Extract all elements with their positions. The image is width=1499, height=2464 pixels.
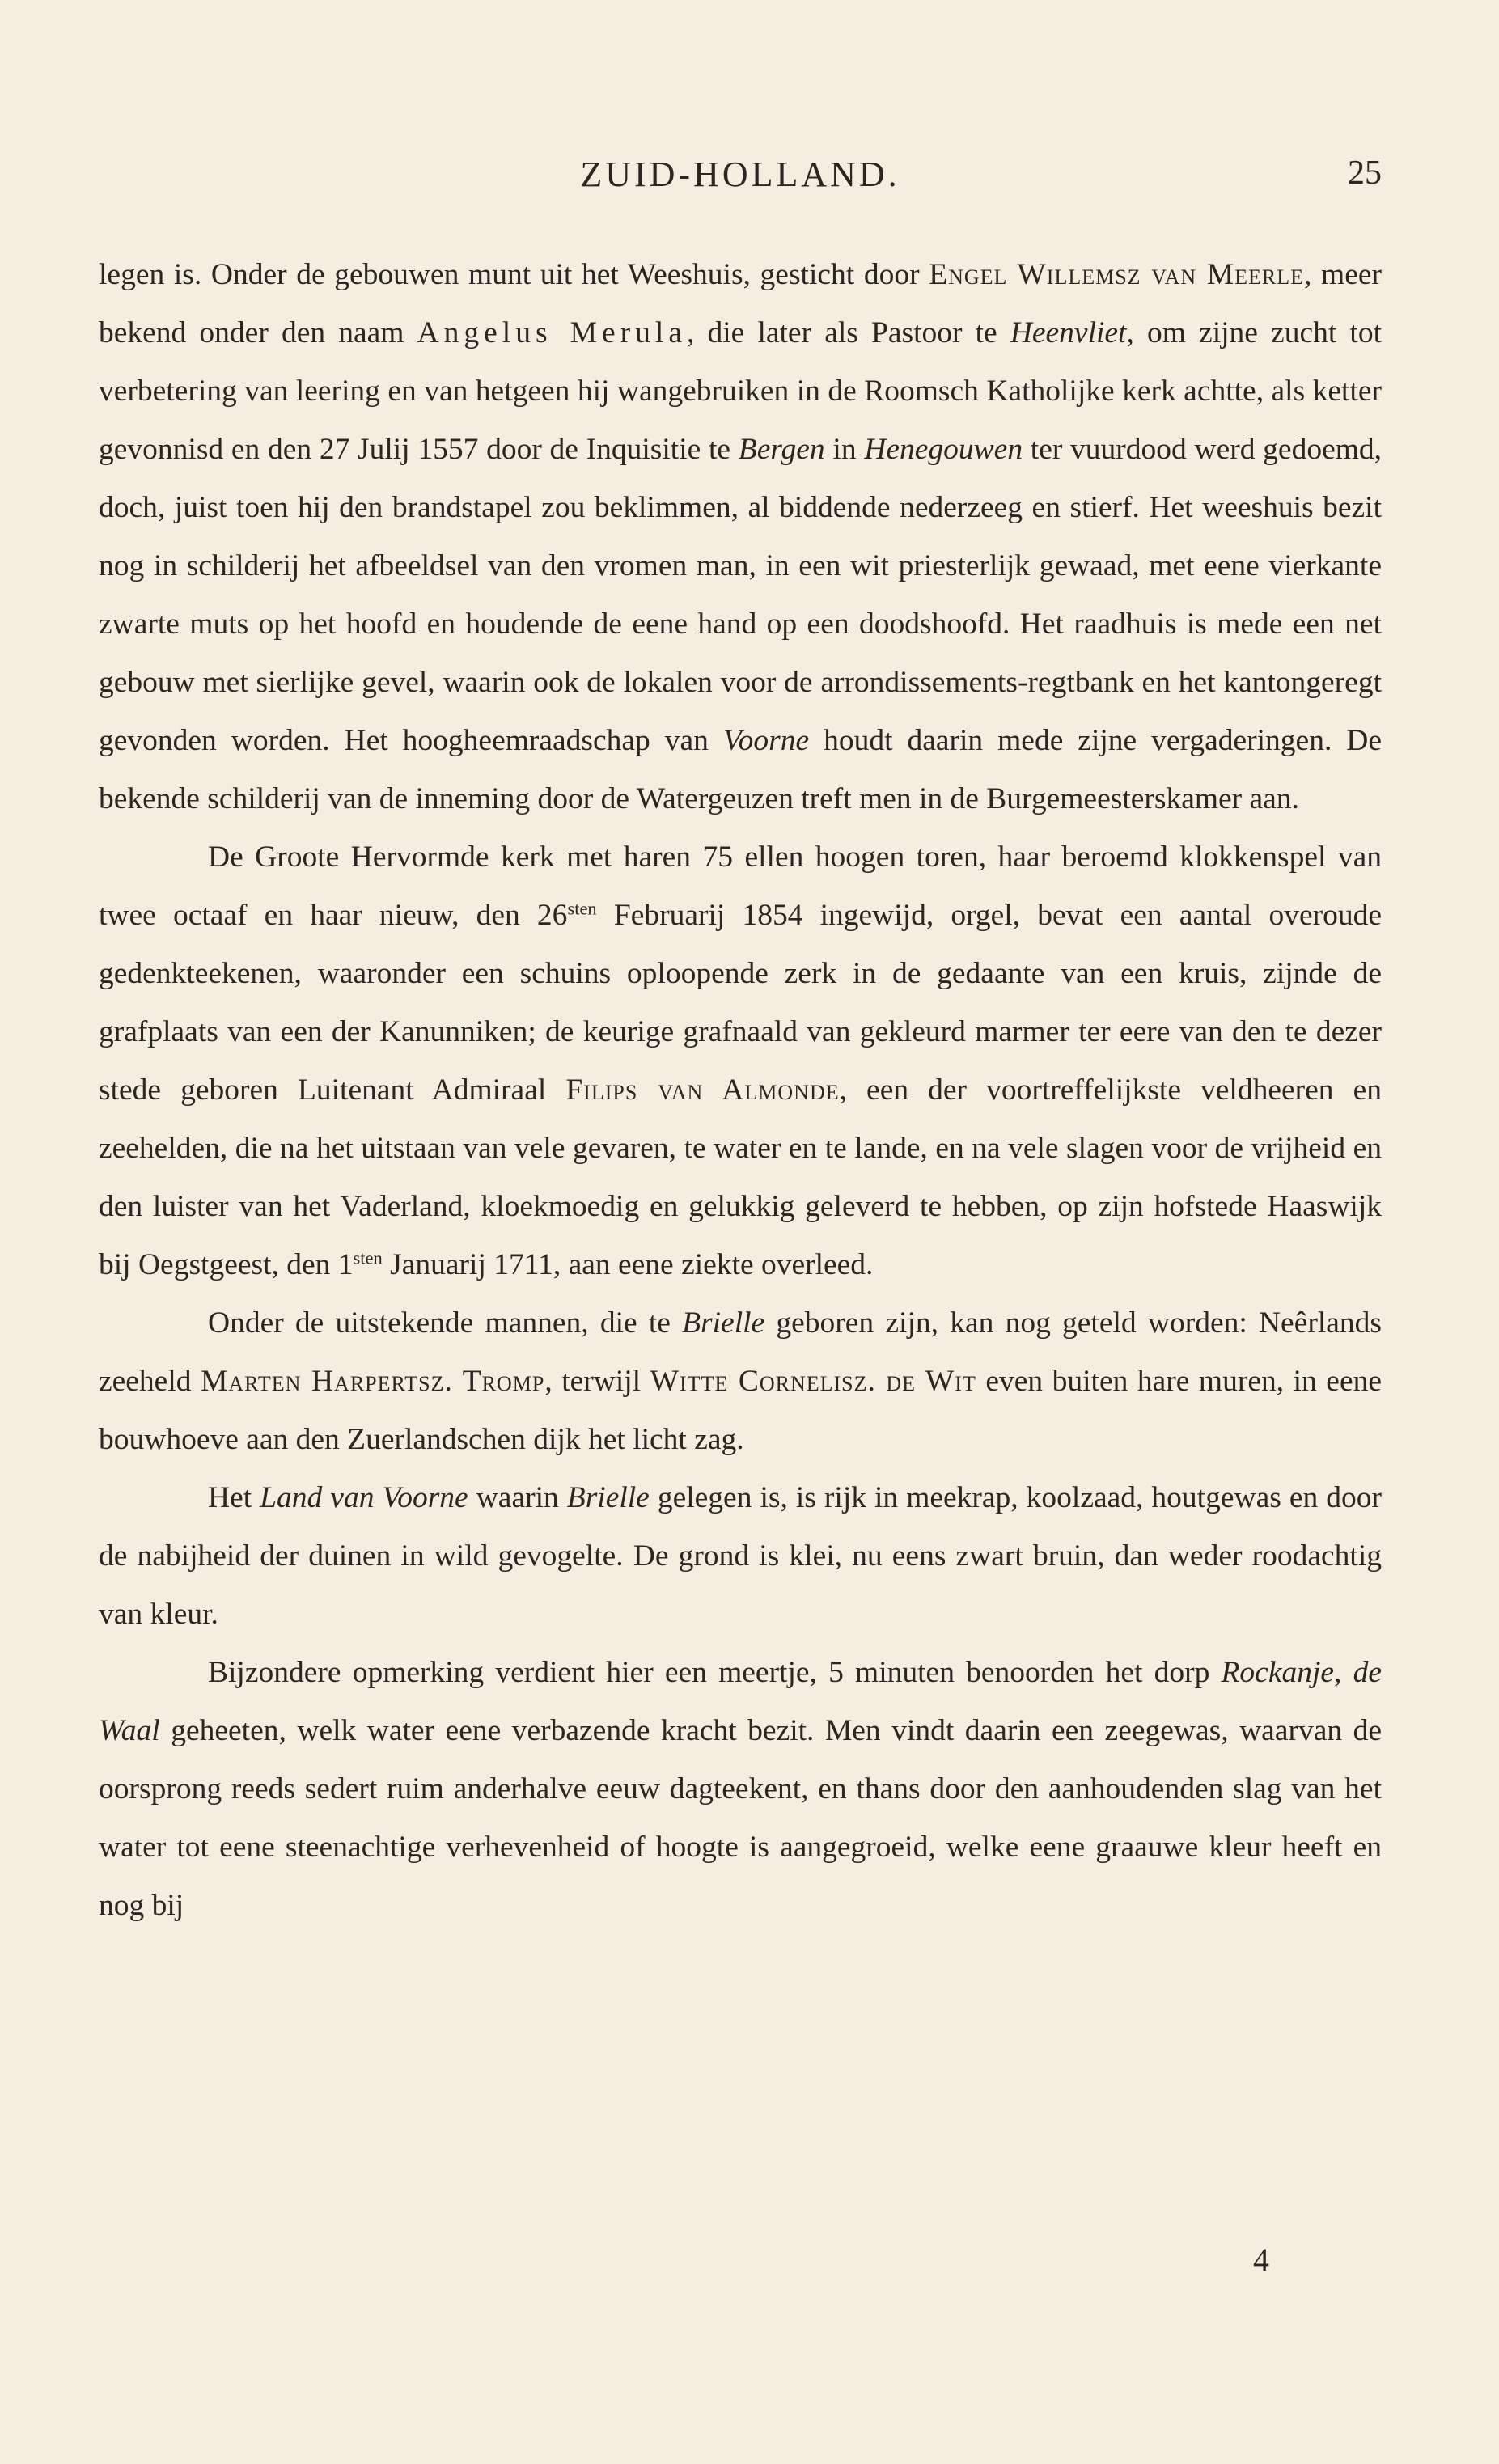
person-name: Angelus Merula xyxy=(417,316,687,349)
page-number: 25 xyxy=(1348,155,1382,192)
place-name: de Waal xyxy=(99,1656,1382,1747)
place-name: Brielle xyxy=(682,1306,765,1340)
paragraph-5: Bijzondere opmerking verdient hier een meertje, 5 minuten benoorden het dorp Rockanje, de Waal geheeten, welk water eene verbazende kracht bezit. Men vindt daarin een zeegewas, waarvan de oorsprong reeds sedert ruim anderhalve eeuw dagteekent, en thans door den aanhoudenden slag van het water tot eene steenachtige verhevenheid of hoogte is aangegroeid, welke eene graauwe kleur heeft en nog bij xyxy=(99,1656,1382,1922)
person-name: Filips van Almonde xyxy=(565,1073,840,1107)
signature-mark: 4 xyxy=(1253,2242,1269,2278)
place-name: Land van Voorne xyxy=(260,1481,468,1514)
body-text xyxy=(99,246,1382,1935)
running-title: ZUID-HOLLAND. xyxy=(580,155,900,194)
paragraph-2: De Groote Hervormde kerk met haren 75 ellen hoogen toren, haar beroemd klokkenspel van twee octaaf en haar nieuw, den $26^{sten}$ Februarij 1854 ingewijd, orgel, bevat een aantal overoude gedenkteekenen, waaronder een schuins oploopende zerk in de gedaante van een kruis, zijnde de grafplaats van een der Kanunniken; de keurige grafnaald van gekleurd marmer ter eere van den te dezer stede geboren Luitenant Admiraal Filips van Almonde, een der voortreffelijkste veldheeren en zeehelden, die na het uitstaan van vele gevaren, te water en te lande, en na vele slagen voor de vrijheid en den luister van het Vaderland, kloekmoedig en gelukkig geleverd te hebben, op zijn hofstede Haaswijk bij Oegstgeest, den $1^{sten}$ Januarij 1711, aan eene ziekte overleed. xyxy=(99,840,1382,1281)
page xyxy=(99,154,1382,1935)
paragraph-4: Het Land van Voorne waarin Brielle gelegen is, is rijk in meekrap, koolzaad, houtgewas en door de nabijheid der duinen in wild gevogelte. De grond is klei, nu eens zwart bruin, dan weder roodachtig van kleur. xyxy=(99,1481,1382,1631)
person-name: Engel Willemsz van Meerle xyxy=(929,258,1305,291)
page-header xyxy=(99,154,1382,210)
place-name: Brielle xyxy=(566,1481,650,1514)
person-name: Marten Harpertsz. Tromp xyxy=(201,1365,545,1398)
place-name: Rockanje xyxy=(1221,1656,1335,1689)
place-name: Voorne xyxy=(722,724,810,757)
person-name: Witte Cornelisz. de Wit xyxy=(650,1365,976,1398)
place-name: Henegouwen xyxy=(864,433,1023,466)
paragraph-1: legen is. Onder de gebouwen munt uit het Weeshuis, gesticht door Engel Willemsz van Meerle, meer bekend onder den naam Angelus Merula, die later als Pastoor te Heenvliet, om zijne zucht tot verbetering van leering en van hetgeen hij wangebruiken in de Roomsch Katholijke kerk achtte, als ketter gevonnisd en den 27 Julij 1557 door de Inquisitie te Bergen in Henegouwen ter vuurdood werd gedoemd, doch, juist toen hij den brandstapel zou beklimmen, al biddende nederzeeg en stierf. Het weeshuis bezit nog in schilderij het afbeeldsel van den vromen man, in een wit priesterlijk gewaad, met eene vierkante zwarte muts op het hoofd en houdende de eene hand op een doodshoofd. Het raadhuis is mede een net gebouw met sierlijke gevel, waarin ook de lokalen voor de arrondissements-regtbank en het kantongeregt gevonden worden. Het hoogheemraadschap van Voorne houdt daarin mede zijne vergaderingen. De bekende schilderij van de inneming door de Watergeuzen treft men in de Burgemeesterskamer aan. xyxy=(99,258,1383,815)
paragraph-3: Onder de uitstekende mannen, die te Brielle geboren zijn, kan nog geteld worden: Neêrlands zeeheld Marten Harpertsz. Tromp, terwijl Witte Cornelisz. de Wit even buiten hare muren, in eene bouwhoeve aan den Zuerlandschen dijk het licht zag. xyxy=(99,1306,1382,1456)
place-name: Bergen xyxy=(738,433,825,466)
place-name: Heenvliet xyxy=(1010,316,1127,349)
